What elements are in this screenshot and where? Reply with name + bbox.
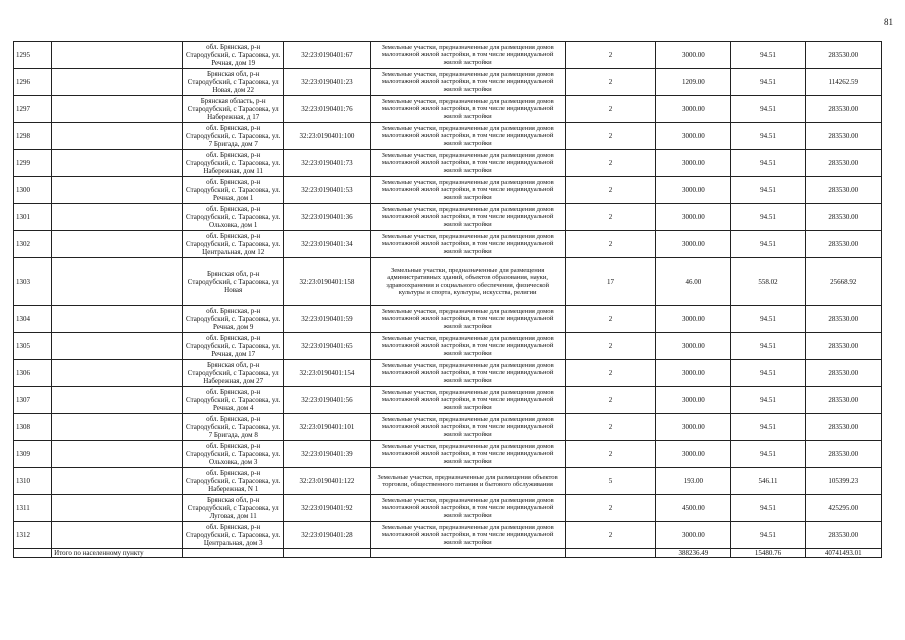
parcel-address: обл. Брянская, р-н Стародубский, с. Тарасовка, ул. Ольховка, дом 1: [183, 204, 284, 231]
cadastral-value: 425295.00: [805, 495, 881, 522]
cadastral-value: 114262.59: [805, 69, 881, 96]
parcel-address: Брянская обл, р-н Стародубский, с Тарасовка, ул Набережная, дом 27: [183, 360, 284, 387]
blank-cell: [52, 231, 183, 258]
parcel-area: 3000.00: [656, 204, 731, 231]
blank-cell: [52, 96, 183, 123]
total-label: Итого по населенному пункту: [52, 549, 183, 558]
permitted-use: Земельные участки, предназначенные для размещения домов малоэтажной жилой застройки, в том числе индивидуальной жилой застройки: [370, 69, 565, 96]
blank-cell: [52, 204, 183, 231]
table-row: [14, 231, 882, 258]
specific-value: 94.51: [731, 306, 805, 333]
permitted-use: Земельные участки, предназначенные для размещения административных зданий, объектов образования, науки, здравоохранения и социального обеспечения, физической культуры и спорта, культуры, искусства, религии: [370, 258, 565, 306]
row-number: 1311: [14, 495, 52, 522]
use-category: 2: [565, 360, 656, 387]
cadastral-number: 32:23:0190401:39: [284, 441, 370, 468]
specific-value: 94.51: [731, 387, 805, 414]
parcel-area: 3000.00: [656, 123, 731, 150]
cadastral-value: 283530.00: [805, 177, 881, 204]
cadastral-value: 283530.00: [805, 333, 881, 360]
cadastral-value: 283530.00: [805, 387, 881, 414]
row-number: 1309: [14, 441, 52, 468]
row-number: 1307: [14, 387, 52, 414]
table-row: [14, 522, 882, 549]
parcel-area: 3000.00: [656, 414, 731, 441]
use-category: 2: [565, 96, 656, 123]
specific-value: 94.51: [731, 69, 805, 96]
use-category: 2: [565, 42, 656, 69]
parcel-address: Брянская обл, р-н Стародубский, с Тарасовка, ул Новая: [183, 258, 284, 306]
table-row: [14, 387, 882, 414]
blank-cell: [52, 42, 183, 69]
permitted-use: Земельные участки, предназначенные для размещения домов малоэтажной жилой застройки, в том числе индивидуальной жилой застройки: [370, 123, 565, 150]
row-number: 1302: [14, 231, 52, 258]
specific-value: 94.51: [731, 441, 805, 468]
use-category: 2: [565, 441, 656, 468]
use-category: 2: [565, 150, 656, 177]
cadastral-value: 25668.92: [805, 258, 881, 306]
parcel-area: 1209.00: [656, 69, 731, 96]
cadastral-value: 105399.23: [805, 468, 881, 495]
row-number: 1295: [14, 42, 52, 69]
cadastral-number: 32:23:0190401:36: [284, 204, 370, 231]
cadastral-number: 32:23:0190401:76: [284, 96, 370, 123]
row-number: 1298: [14, 123, 52, 150]
specific-value: 94.51: [731, 42, 805, 69]
parcel-area: 3000.00: [656, 150, 731, 177]
row-number: 1303: [14, 258, 52, 306]
parcel-address: обл. Брянская, р-н Стародубский, с. Тарасовка, ул. Центральная, дом 3: [183, 522, 284, 549]
land-parcel-table: [13, 41, 882, 558]
table-row: [14, 414, 882, 441]
blank-cell: [52, 333, 183, 360]
blank-cell: [52, 441, 183, 468]
parcel-area: 3000.00: [656, 387, 731, 414]
permitted-use: Земельные участки, предназначенные для размещения домов малоэтажной жилой застройки, в том числе индивидуальной жилой застройки: [370, 96, 565, 123]
blank-cell: [52, 522, 183, 549]
specific-value: 94.51: [731, 522, 805, 549]
specific-value: 558.02: [731, 258, 805, 306]
parcel-area: 3000.00: [656, 360, 731, 387]
table-row: [14, 123, 882, 150]
cadastral-value: 283530.00: [805, 522, 881, 549]
row-number: 1306: [14, 360, 52, 387]
specific-value: 94.51: [731, 204, 805, 231]
parcel-address: обл. Брянская, р-н Стародубский, с. Тарасовка, ул. Речная, дом 19: [183, 42, 284, 69]
cadastral-value: 283530.00: [805, 414, 881, 441]
parcel-address: Брянская обл, р-н Стародубский, с Тарасовка, ул Луговая, дом 11: [183, 495, 284, 522]
permitted-use: Земельные участки, предназначенные для размещения домов малоэтажной жилой застройки, в том числе индивидуальной жилой застройки: [370, 495, 565, 522]
specific-value: 94.51: [731, 495, 805, 522]
cadastral-number: 32:23:0190401:101: [284, 414, 370, 441]
cadastral-number: 32:23:0190401:67: [284, 42, 370, 69]
table-body: [14, 42, 882, 558]
total-area: 388236.49: [656, 549, 731, 558]
permitted-use: Земельные участки, предназначенные для размещения домов малоэтажной жилой застройки, в том числе индивидуальной жилой застройки: [370, 441, 565, 468]
use-category: 17: [565, 258, 656, 306]
blank-cell: [52, 150, 183, 177]
cadastral-number: 32:23:0190401:154: [284, 360, 370, 387]
blank-cell: [52, 468, 183, 495]
specific-value: 94.51: [731, 150, 805, 177]
row-number: 1300: [14, 177, 52, 204]
table-row: [14, 204, 882, 231]
cadastral-value: 283530.00: [805, 123, 881, 150]
permitted-use: Земельные участки, предназначенные для размещения домов малоэтажной жилой застройки, в том числе индивидуальной жилой застройки: [370, 42, 565, 69]
specific-value: 94.51: [731, 177, 805, 204]
blank-cell: [370, 549, 565, 558]
table-row: [14, 69, 882, 96]
use-category: 2: [565, 495, 656, 522]
use-category: 5: [565, 468, 656, 495]
table-row: [14, 306, 882, 333]
parcel-address: обл. Брянская, р-н Стародубский, с. Тарасовка, ул. 7 Бригада, дом 7: [183, 123, 284, 150]
permitted-use: Земельные участки, предназначенные для размещения домов малоэтажной жилой застройки, в том числе индивидуальной жилой застройки: [370, 333, 565, 360]
blank-cell: [284, 549, 370, 558]
cadastral-number: 32:23:0190401:65: [284, 333, 370, 360]
permitted-use: Земельные участки, предназначенные для размещения домов малоэтажной жилой застройки, в том числе индивидуальной жилой застройки: [370, 177, 565, 204]
row-number: 1304: [14, 306, 52, 333]
blank-cell: [52, 387, 183, 414]
blank-cell: [52, 495, 183, 522]
parcel-address: обл. Брянская, р-н Стародубский, с. Тарасовка, ул. 7 Бригада, дом 8: [183, 414, 284, 441]
total-value: 40741493.01: [805, 549, 881, 558]
blank-cell: [52, 177, 183, 204]
permitted-use: Земельные участки, предназначенные для размещения домов малоэтажной жилой застройки, в том числе индивидуальной жилой застройки: [370, 387, 565, 414]
parcel-address: обл. Брянская, р-н Стародубский, с. Тарасовка, ул. Центральная, дом 12: [183, 231, 284, 258]
use-category: 2: [565, 69, 656, 96]
parcel-area: 3000.00: [656, 306, 731, 333]
parcel-area: 3000.00: [656, 42, 731, 69]
parcel-address: обл. Брянская, р-н Стародубский, с. Тарасовка, ул. Речная, дом 17: [183, 333, 284, 360]
page-number: 81: [884, 17, 893, 27]
use-category: 2: [565, 414, 656, 441]
table-row: [14, 177, 882, 204]
blank-cell: [52, 306, 183, 333]
blank-cell: [52, 69, 183, 96]
use-category: 2: [565, 123, 656, 150]
table-row: [14, 258, 882, 306]
use-category: 2: [565, 522, 656, 549]
row-number: 1312: [14, 522, 52, 549]
permitted-use: Земельные участки, предназначенные для размещения объектов торговли, общественного питания и бытового обслуживания: [370, 468, 565, 495]
table-row: [14, 441, 882, 468]
cadastral-number: 32:23:0190401:56: [284, 387, 370, 414]
parcel-area: 3000.00: [656, 522, 731, 549]
specific-value: 94.51: [731, 333, 805, 360]
cadastral-value: 283530.00: [805, 204, 881, 231]
permitted-use: Земельные участки, предназначенные для размещения домов малоэтажной жилой застройки, в том числе индивидуальной жилой застройки: [370, 522, 565, 549]
parcel-area: 46.00: [656, 258, 731, 306]
cadastral-number: 32:23:0190401:28: [284, 522, 370, 549]
specific-value: 94.51: [731, 123, 805, 150]
cadastral-value: 283530.00: [805, 306, 881, 333]
permitted-use: Земельные участки, предназначенные для размещения домов малоэтажной жилой застройки, в том числе индивидуальной жилой застройки: [370, 360, 565, 387]
use-category: 2: [565, 177, 656, 204]
parcel-address: обл. Брянская, р-н Стародубский, с. Тарасовка, ул. Речная, дом 4: [183, 387, 284, 414]
blank-cell: [14, 549, 52, 558]
parcel-area: 3000.00: [656, 441, 731, 468]
blank-cell: [52, 123, 183, 150]
permitted-use: Земельные участки, предназначенные для размещения домов малоэтажной жилой застройки, в том числе индивидуальной жилой застройки: [370, 231, 565, 258]
cadastral-value: 283530.00: [805, 231, 881, 258]
cadastral-number: 32:23:0190401:158: [284, 258, 370, 306]
row-number: 1308: [14, 414, 52, 441]
row-number: 1305: [14, 333, 52, 360]
permitted-use: Земельные участки, предназначенные для размещения домов малоэтажной жилой застройки, в том числе индивидуальной жилой застройки: [370, 150, 565, 177]
parcel-address: обл. Брянская, р-н Стародубский, с. Тарасовка, ул. Речная, дом 1: [183, 177, 284, 204]
specific-value: 94.51: [731, 414, 805, 441]
cadastral-number: 32:23:0190401:53: [284, 177, 370, 204]
cadastral-number: 32:23:0190401:73: [284, 150, 370, 177]
parcel-area: 4500.00: [656, 495, 731, 522]
blank-cell: [183, 549, 284, 558]
cadastral-number: 32:23:0190401:23: [284, 69, 370, 96]
permitted-use: Земельные участки, предназначенные для размещения домов малоэтажной жилой застройки, в том числе индивидуальной жилой застройки: [370, 306, 565, 333]
use-category: 2: [565, 333, 656, 360]
blank-cell: [52, 414, 183, 441]
table-row: [14, 333, 882, 360]
specific-value: 94.51: [731, 96, 805, 123]
row-number: 1297: [14, 96, 52, 123]
cadastral-value: 283530.00: [805, 150, 881, 177]
parcel-address: обл. Брянская, р-н Стародубский, с. Тарасовка, ул. Набережная, N 1: [183, 468, 284, 495]
use-category: 2: [565, 204, 656, 231]
cadastral-number: 32:23:0190401:92: [284, 495, 370, 522]
cadastral-value: 283530.00: [805, 441, 881, 468]
table-row: [14, 468, 882, 495]
total-row: [14, 549, 882, 558]
use-category: 2: [565, 387, 656, 414]
parcel-address: обл. Брянская, р-н Стародубский, с. Тарасовка, ул. Набережная, дом 11: [183, 150, 284, 177]
specific-value: 94.51: [731, 231, 805, 258]
use-category: 2: [565, 306, 656, 333]
row-number: 1296: [14, 69, 52, 96]
parcel-address: Брянская обл, р-н Стародубский, с Тарасовка, ул Новая, дом 22: [183, 69, 284, 96]
cadastral-number: 32:23:0190401:59: [284, 306, 370, 333]
parcel-area: 3000.00: [656, 177, 731, 204]
permitted-use: Земельные участки, предназначенные для размещения домов малоэтажной жилой застройки, в том числе индивидуальной жилой застройки: [370, 414, 565, 441]
parcel-area: 3000.00: [656, 96, 731, 123]
permitted-use: Земельные участки, предназначенные для размещения домов малоэтажной жилой застройки, в том числе индивидуальной жилой застройки: [370, 204, 565, 231]
parcel-address: обл. Брянская, р-н Стародубский, с. Тарасовка, ул. Речная, дом 9: [183, 306, 284, 333]
row-number: 1301: [14, 204, 52, 231]
cadastral-value: 283530.00: [805, 42, 881, 69]
blank-cell: [52, 258, 183, 306]
total-rate: 15480.76: [731, 549, 805, 558]
table-row: [14, 360, 882, 387]
cadastral-value: 283530.00: [805, 360, 881, 387]
table-row: [14, 495, 882, 522]
blank-cell: [565, 549, 656, 558]
parcel-area: 193.00: [656, 468, 731, 495]
row-number: 1299: [14, 150, 52, 177]
specific-value: 94.51: [731, 360, 805, 387]
parcel-area: 3000.00: [656, 333, 731, 360]
table-row: [14, 42, 882, 69]
parcel-address: обл. Брянская, р-н Стародубский, с. Тарасовка, ул. Ольховка, дом 3: [183, 441, 284, 468]
row-number: 1310: [14, 468, 52, 495]
cadastral-number: 32:23:0190401:34: [284, 231, 370, 258]
table-row: [14, 96, 882, 123]
cadastral-value: 283530.00: [805, 96, 881, 123]
table-row: [14, 150, 882, 177]
use-category: 2: [565, 231, 656, 258]
parcel-address: Брянская область, р-н Стародубский, с Тарасовка, ул Набережная, д 17: [183, 96, 284, 123]
cadastral-number: 32:23:0190401:122: [284, 468, 370, 495]
cadastral-number: 32:23:0190401:100: [284, 123, 370, 150]
specific-value: 546.11: [731, 468, 805, 495]
blank-cell: [52, 360, 183, 387]
parcel-area: 3000.00: [656, 231, 731, 258]
